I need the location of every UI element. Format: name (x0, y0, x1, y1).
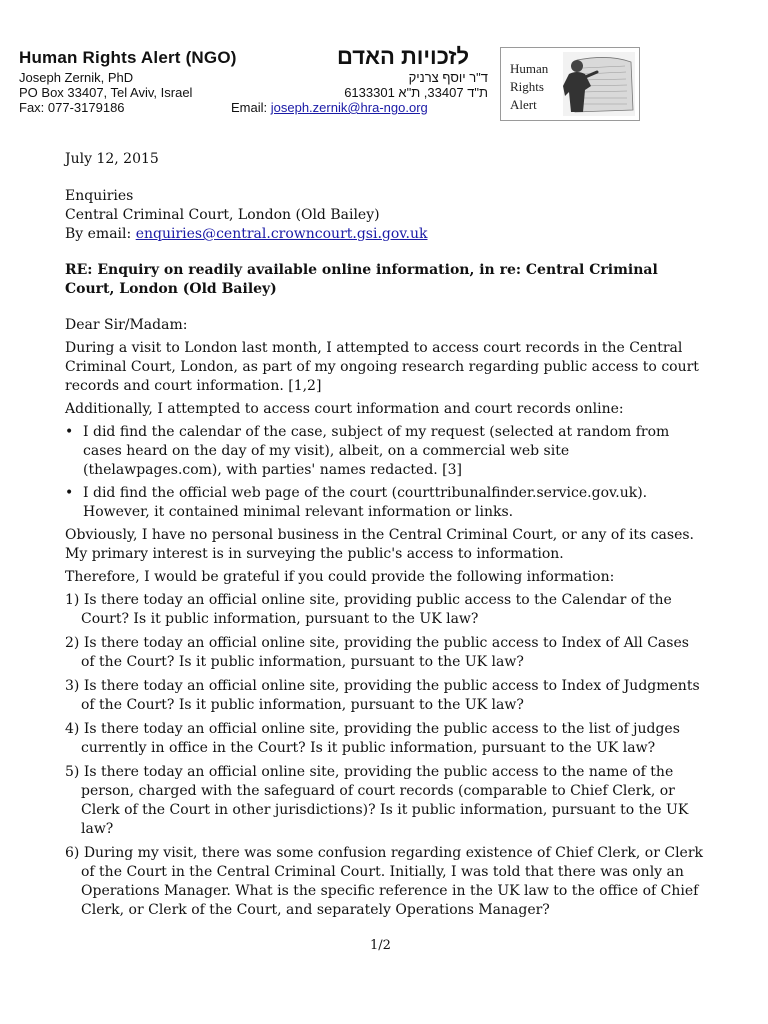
question-item: 6) During my visit, there was some confusion regarding existence of Chief Clerk, or Clerk of the Court in the Central Criminal Court. Initially, I was told that there was only an Operations Manager. What is the specific reference in the UK law to the office of Chief Clerk, or Clerk of the Court, and separately Operations Manager? (65, 845, 704, 918)
email-label: Email: (231, 100, 268, 115)
question-item: 2) Is there today an official online site, providing the public access to Index of All Cases of the Court? Is it public information, pursuant to the UK law? (65, 635, 689, 670)
logo-line-1: Human (510, 61, 549, 76)
question-item: 1) Is there today an official online site, providing public access to the Calendar of the Court? Is it public information, pursuant to the UK law? (65, 592, 672, 627)
question-list (65, 591, 705, 920)
paragraph-3: Obviously, I have no personal business in the Central Criminal Court, or any of its cases. My primary interest is in surveying the public's access to information. (65, 527, 694, 562)
paragraph-2: Additionally, I attempted to access court information and court records online: (65, 401, 624, 417)
organization-logo (500, 47, 640, 121)
letter-body (65, 140, 705, 925)
sender-name-hebrew: ד"ר יוסף צרניק (408, 70, 488, 85)
logo-figure-icon (563, 52, 635, 116)
question-item: 3) Is there today an official online site, providing the public access to Index of Judgments of the Court? Is it public information, pursuant to the UK law? (65, 678, 700, 713)
recipient-line-2: Central Criminal Court, London (Old Bailey) (65, 207, 380, 223)
recipient-block (65, 187, 705, 244)
subject-line: RE: Enquiry on readily available online information, in re: Central Criminal Court, London (Old Bailey) (65, 262, 658, 297)
recipient-line-1: Enquiries (65, 188, 134, 204)
sender-email-line (231, 100, 428, 115)
page-number: 1/2 (370, 938, 391, 953)
logo-line-3: Alert (510, 97, 537, 112)
recipient-email-line (65, 225, 705, 244)
bullet-item: • I did find the official web page of the court (courttribunalfinder.service.gov.uk). However, it contained minimal relevant information or links. (65, 484, 705, 522)
org-name-hebrew: לזכויות האדם (337, 44, 470, 69)
sender-address: PO Box 33407, Tel Aviv, Israel (19, 85, 193, 100)
paragraph-4: Therefore, I would be grateful if you could provide the following information: (65, 569, 615, 585)
sender-email-link[interactable]: joseph.zernik@hra-ngo.org (270, 100, 428, 115)
sender-name: Joseph Zernik, PhD (19, 70, 134, 85)
logo-line-2: Rights (510, 79, 544, 94)
bullet-item: • I did find the calendar of the case, subject of my request (selected at random from cases heard on the day of my visit), albeit, on a commercial web site (thelawpages.com), with parties' names redacted. [3] (65, 423, 705, 480)
question-item: 4) Is there today an official online site, providing the public access to the list of judges currently in office in the Court? Is it public information, pursuant to the UK law? (65, 721, 680, 756)
question-item: 5) Is there today an official online site, providing the public access to the name of the person, charged with the safeguard of court records (comparable to Chief Clerk, or Clerk of the Court in other jurisdictions)? Is it public information, pursuant to the UK law? (65, 764, 689, 837)
logo-text (510, 60, 548, 114)
sender-address-hebrew: ת"ד 33407, ת"א 6133301 (344, 85, 488, 100)
greeting: Dear Sir/Madam: (65, 317, 188, 333)
org-name-english: Human Rights Alert (NGO) (19, 48, 237, 67)
recipient-email-link[interactable]: enquiries@central.crowncourt.gsi.gov.uk (135, 226, 428, 242)
bullet-list (65, 423, 705, 522)
letterhead (0, 0, 768, 125)
paragraph-1: During a visit to London last month, I attempted to access court records in the Central Criminal Court, London, as part of my ongoing research regarding public access to court records and court information. [1,2] (65, 340, 699, 394)
recipient-email-label: By email: (65, 226, 132, 242)
sender-fax: Fax: 077-3179186 (19, 100, 125, 115)
letter-date: July 12, 2015 (65, 151, 159, 167)
